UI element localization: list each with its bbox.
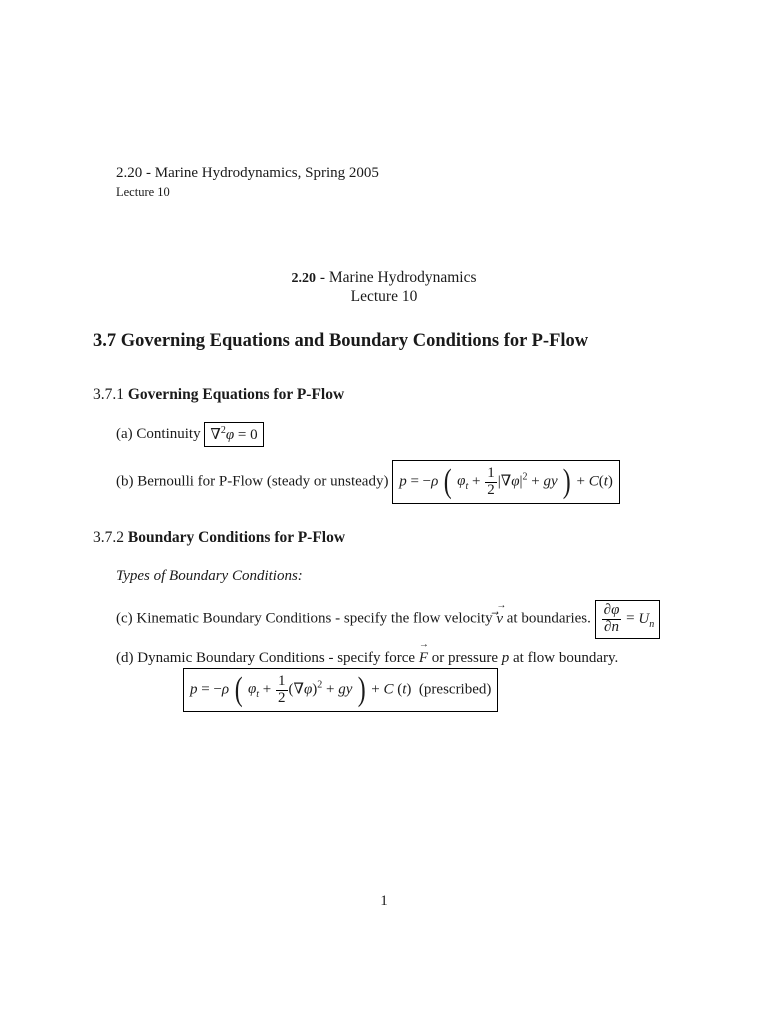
document-title-lecture: Lecture 10 bbox=[350, 288, 418, 305]
item-bernoulli bbox=[116, 460, 620, 504]
prescribed-label: (prescribed) bbox=[418, 681, 492, 698]
running-header-course: 2.20 - Marine Hydrodynamics, Spring 2005 bbox=[116, 165, 379, 181]
vector-arrow-icon: → bbox=[418, 639, 429, 650]
page-number: 1 bbox=[380, 893, 388, 909]
types-of-boundary-conditions: Types of Boundary Conditions: bbox=[116, 568, 303, 584]
dynamic-tail: at flow boundary. bbox=[513, 650, 619, 666]
velocity-vector: v → bbox=[496, 599, 507, 627]
subsection-number: 3.7.1 bbox=[93, 386, 128, 403]
item-continuity bbox=[116, 422, 264, 447]
title-course-number: 2.20 bbox=[291, 271, 316, 286]
item-kinematic-bc bbox=[116, 600, 660, 639]
subsection-title: Boundary Conditions for P-Flow bbox=[127, 529, 346, 546]
force-vector: F → bbox=[418, 639, 429, 666]
pressure-variable: p bbox=[501, 650, 510, 666]
item-dynamic-bc bbox=[116, 639, 619, 667]
document-title bbox=[0, 269, 768, 287]
title-course-name: - Marine Hydrodynamics bbox=[315, 269, 477, 286]
running-header-lecture: Lecture 10 bbox=[116, 185, 170, 199]
vector-arrow-icon: → bbox=[496, 599, 507, 611]
subsection-title: Governing Equations for P-Flow bbox=[127, 386, 345, 403]
kinematic-equation: $\frac{\partial\varphi}{\partial n}$ = $U_n$ bbox=[595, 600, 661, 639]
dynamic-equation: p = −ρ ( $\varphi_t$ + $\frac{1}{2}$ $(\nabla\varphi)^2$ + gy ) + C (t) (prescribed) bbox=[183, 668, 498, 712]
kinematic-label: (c) Kinematic Boundary Conditions - specify the flow velocity bbox=[116, 610, 493, 627]
bernoulli-equation: p = −ρ ( $\varphi_t$ + $\frac{1}{2}$ $|\nabla\varphi|^2$ + gy ) + C(t) bbox=[392, 460, 620, 504]
dynamic-label: (d) Dynamic Boundary Conditions - specify force bbox=[116, 650, 416, 666]
continuity-label: (a) Continuity bbox=[116, 425, 201, 442]
dynamic-equation-row bbox=[183, 668, 498, 712]
bernoulli-label: (b) Bernoulli for P-Flow (steady or unsteady) bbox=[116, 473, 389, 490]
section-heading: 3.7 Governing Equations and Boundary Conditions for P-Flow bbox=[93, 331, 589, 351]
dynamic-mid: or pressure bbox=[431, 650, 498, 666]
continuity-equation: ∇$^2$φ = 0 bbox=[204, 422, 263, 447]
subsection-number: 3.7.2 bbox=[93, 529, 128, 546]
subsection-boundary-conditions bbox=[93, 529, 345, 547]
subsection-governing-equations bbox=[93, 386, 344, 404]
kinematic-tail: at boundaries. bbox=[506, 610, 591, 627]
